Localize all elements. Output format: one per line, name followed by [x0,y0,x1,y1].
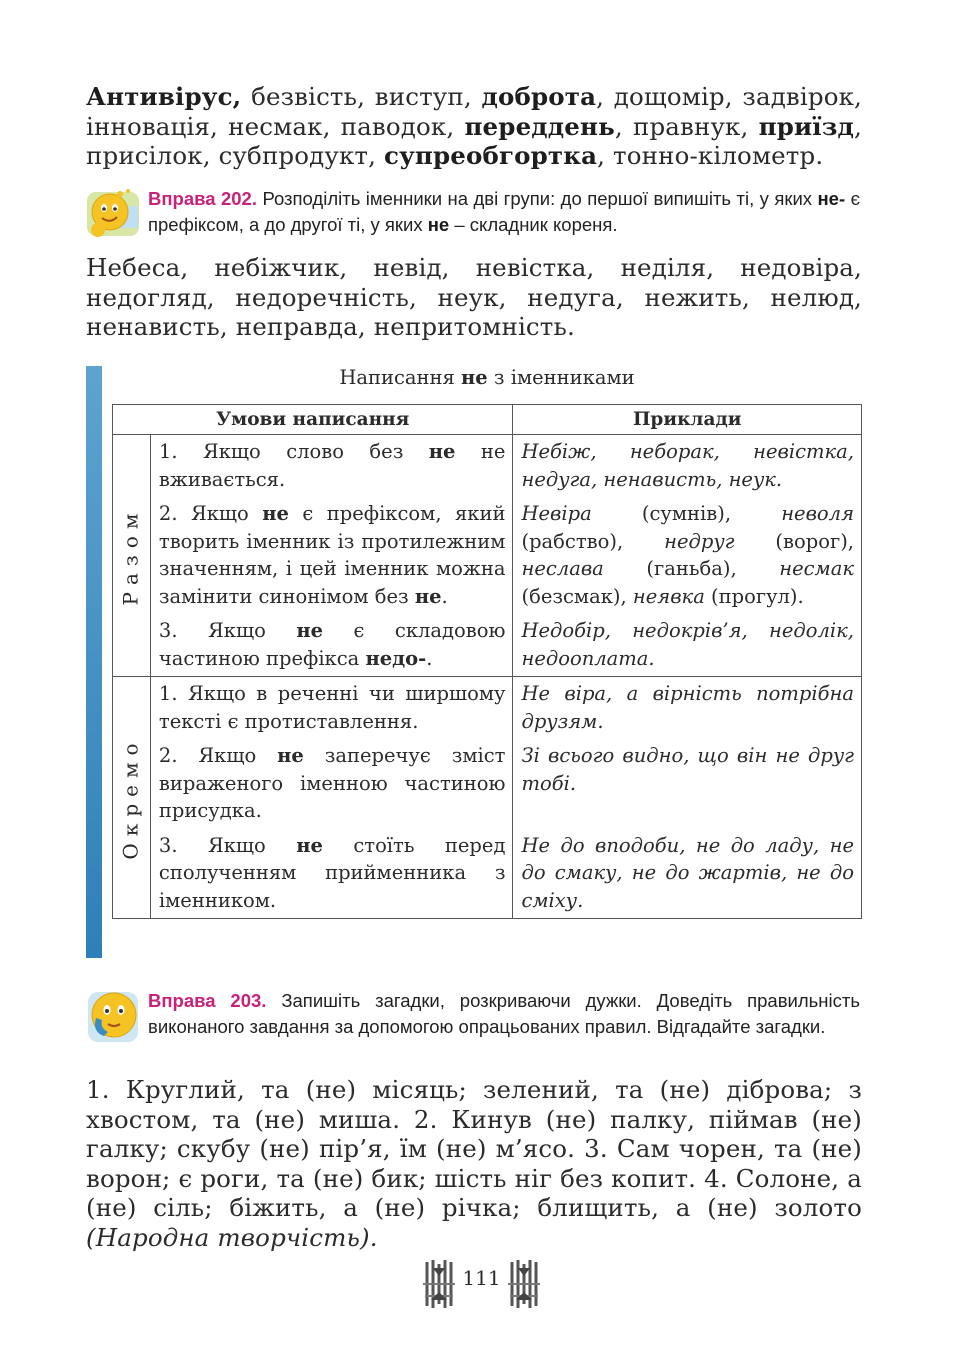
page-ornament-icon [506,1258,542,1310]
table-row [113,739,862,829]
example-cell: Недобір, недокрів’я, недолік, недооплата. [513,614,862,677]
table-row [113,677,862,740]
example-cell: Небіж, неборак, невістка, недуга, ненависть, неук. [513,435,862,498]
condition-cell: 3. Якщо не є складовою частиною префікса недо-. [150,614,513,677]
exercise-203-instruction: Вправа 203. Запишіть загадки, розкриваючи дужки. Доведіть правильність виконаного завдання за допомогою опрацьованих правил. Відгадайте загадки. [148,990,860,1037]
table-row [113,435,862,498]
thinking-smiley-icon [86,186,140,240]
example-cell: Зі всього видно, що він не друг тобі. [513,739,862,829]
example-cell: Не до вподоби, не до ладу, не до смаку, не до жартів, не до сміху. [513,829,862,919]
column-header-examples: Приклади [513,405,862,435]
phone-smiley-icon [86,988,140,1042]
intro-word-list: Антивірус, безвість, виступ, доброта, дощомір, задвірок, інновація, несмак, паводок, переддень, правнук, приїзд, присілок, субпродукт, супреобгортка, тонно-кілометр. [86,82,862,170]
rules-table [112,404,862,919]
group-label-together: Разом [118,506,143,605]
table-row [113,497,862,614]
example-cell: Не віра, а вірність потрібна друзям. [513,677,862,740]
table-header-row [113,405,862,435]
exercise-202-instruction: Вправа 202. Розподіліть іменники на дві групи: до першої випишіть ті, у яких не- є префіксом, а до другої ті, у яких не – складник кореня. [148,188,861,235]
table-row [113,614,862,677]
group-label-together-cell [113,435,151,677]
table-sidebar-strip [86,366,102,958]
group-label-separately-cell [113,677,151,919]
example-cell: Невіра (сумнів), неволя (рабство), недруг (ворог), неслава (ганьба), несмак (безсмак), неявка (прогул). [513,497,862,614]
condition-cell: 2. Якщо не є префіксом, який творить іменник із протилежним значенням, і цей іменник можна замінити синонімом без не. [150,497,513,614]
table-row [113,829,862,919]
column-header-conditions: Умови написання [113,405,513,435]
exercise-202-words: Небеса, небіжчик, невід, невістка, неділя, недовіра, недогляд, недоречність, неук, недуга, нежить, нелюд, ненависть, неправда, непритомність. [86,253,862,341]
condition-cell: 2. Якщо не заперечує зміст вираженого іменною частиною присудка. [150,739,513,829]
table-caption: Написання не з іменниками [339,366,635,389]
condition-cell: 3. Якщо не стоїть перед сполученням прийменника з іменником. [150,829,513,919]
group-label-separately: Окремо [118,735,143,860]
exercise-203-riddles: 1. Круглий, та (не) місяць; зелений, та (не) діброва; з хвостом, та (не) миша. 2. Кинув (не) палку, піймав (не) галку; скубу (не) пір’я, їм (не) м’ясо. 3. Сам чорен, та (не) ворон; є роги, та (не) бик; шість ніг без копит. 4. Солоне, а (не) сіль; біжить, а (не) річка; блищить, а (не) золото (Народна творчість). [86,1075,862,1252]
condition-cell: 1. Якщо в реченні чи ширшому тексті є протиставлення. [150,677,513,740]
page-number: 111 [462,1266,501,1290]
condition-cell: 1. Якщо слово без не не вживається. [150,435,513,498]
